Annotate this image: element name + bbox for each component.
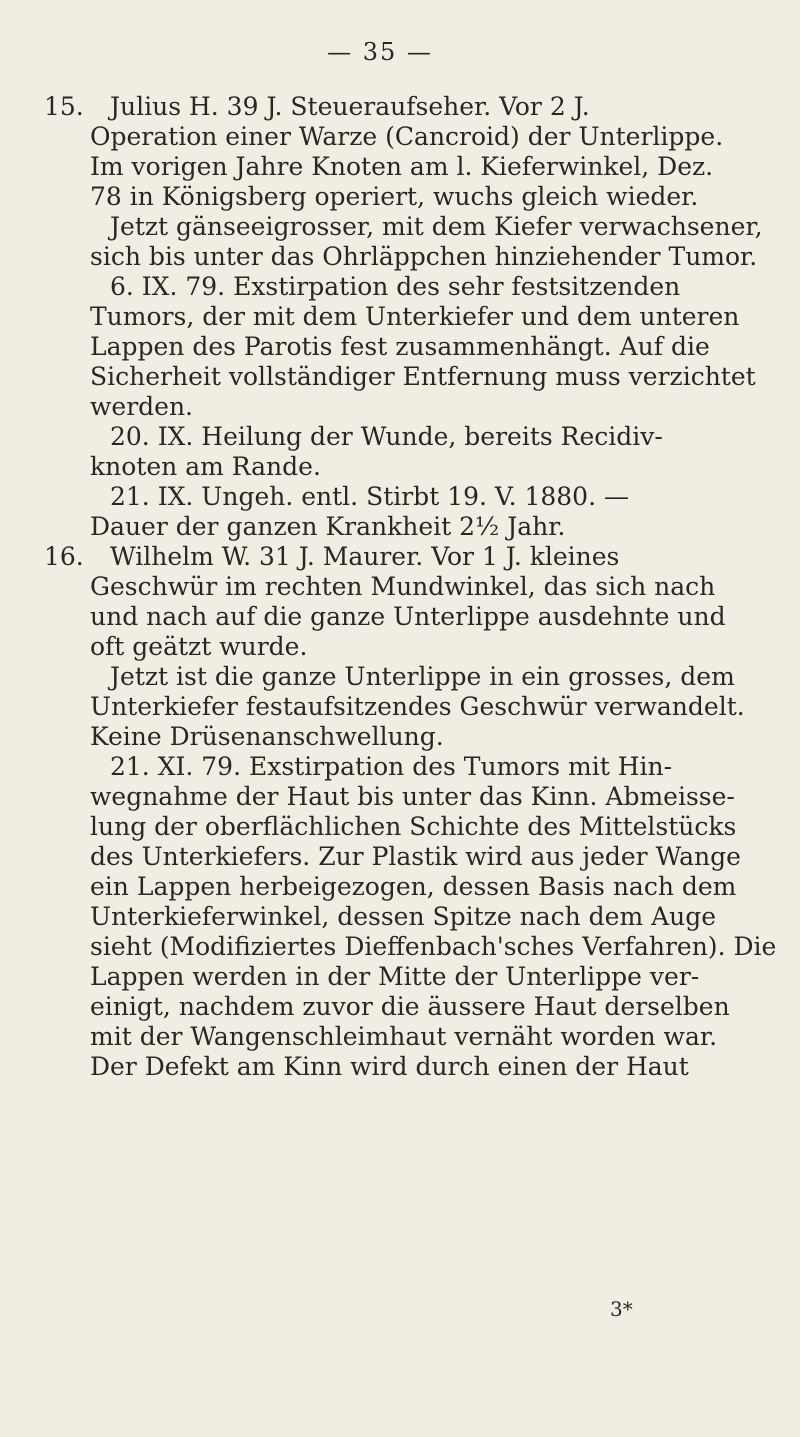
- text-line: 21. IX. Ungeh. entl. Stirbt 19. V. 1880. —: [110, 482, 629, 511]
- text-line: Sicherheit vollständiger Entfernung muss verzichtet: [90, 362, 756, 391]
- text-line: Julius H. 39 J. Steueraufseher. Vor 2 J.: [110, 92, 590, 121]
- text-line: werden.: [90, 392, 193, 421]
- text-line: Jetzt ist die ganze Unterlippe in ein grosses, dem: [110, 662, 735, 691]
- text-line: Der Defekt am Kinn wird durch einen der Haut: [90, 1052, 689, 1081]
- text-line: Dauer der ganzen Krankheit 2½ Jahr.: [90, 512, 566, 541]
- text-line: wegnahme der Haut bis unter das Kinn. Abmeisse-: [90, 782, 735, 811]
- text-line: Geschwür im rechten Mundwinkel, das sich nach: [90, 572, 716, 601]
- text-line: Lappen werden in der Mitte der Unterlippe ver-: [90, 962, 700, 991]
- text-line: Operation einer Warze (Cancroid) der Unterlippe.: [90, 122, 724, 151]
- text-line: einigt, nachdem zuvor die äussere Haut derselben: [90, 992, 730, 1021]
- text-line: lung der oberflächlichen Schichte des Mittelstücks: [90, 812, 737, 841]
- text-line: Keine Drüsenanschwellung.: [90, 722, 444, 751]
- text-line: Lappen des Parotis fest zusammenhängt. Auf die: [90, 332, 710, 361]
- text-line: 20. IX. Heilung der Wunde, bereits Recidiv-: [110, 422, 663, 451]
- text-line: sich bis unter das Ohrläppchen hinziehender Tumor.: [90, 242, 758, 271]
- page-number: — 35 —: [327, 38, 433, 66]
- text-line: knoten am Rande.: [90, 452, 321, 481]
- text-line: mit der Wangenschleimhaut vernäht worden war.: [90, 1022, 718, 1051]
- text-line: ein Lappen herbeigezogen, dessen Basis nach dem: [90, 872, 737, 901]
- text-line: Unterkieferwinkel, dessen Spitze nach dem Auge: [90, 902, 717, 931]
- text-line: Wilhelm W. 31 J. Maurer. Vor 1 J. kleines: [110, 542, 620, 571]
- case-number-15: 15.: [44, 92, 84, 121]
- text-line: oft geätzt wurde.: [90, 632, 308, 661]
- text-line: 78 in Königsberg operiert, wuchs gleich wieder.: [90, 182, 699, 211]
- text-line: und nach auf die ganze Unterlippe ausdehnte und: [90, 602, 726, 631]
- text-line: Unterkiefer festaufsitzendes Geschwür verwandelt.: [90, 692, 745, 721]
- text-line: Tumors, der mit dem Unterkiefer und dem unteren: [90, 302, 740, 331]
- text-line: des Unterkiefers. Zur Plastik wird aus jeder Wange: [90, 842, 741, 871]
- signature-mark: 3*: [610, 1297, 633, 1321]
- text-line: Jetzt gänseeigrosser, mit dem Kiefer verwachsener,: [110, 212, 763, 241]
- case-number-16: 16.: [44, 542, 84, 571]
- text-line: Im vorigen Jahre Knoten am l. Kieferwinkel, Dez.: [90, 152, 714, 181]
- text-line: 21. XI. 79. Exstirpation des Tumors mit Hin-: [110, 752, 673, 781]
- text-line: 6. IX. 79. Exstirpation des sehr festsitzenden: [110, 272, 681, 301]
- text-line: sieht (Modifiziertes Dieffenbach'sches Verfahren). Die: [90, 932, 777, 961]
